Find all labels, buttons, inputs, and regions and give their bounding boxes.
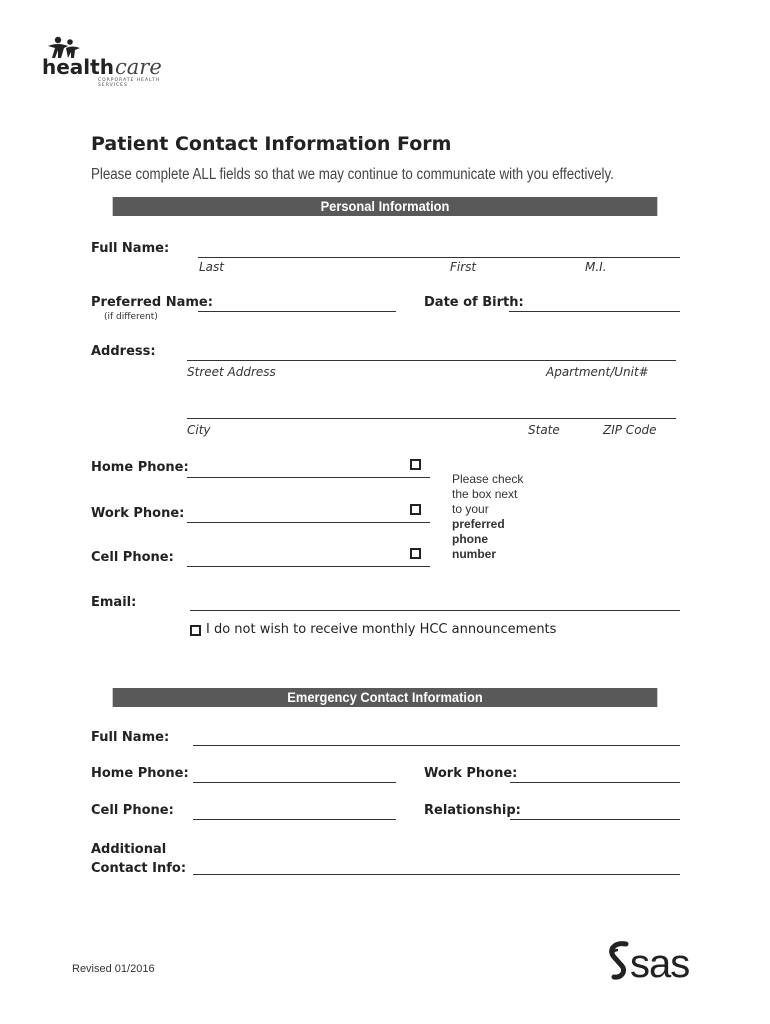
emergency-full-name-label: Full Name: bbox=[91, 730, 170, 745]
note-line: Please check bbox=[452, 472, 524, 486]
emergency-home-phone-field[interactable] bbox=[193, 782, 396, 783]
logo-word-health: health bbox=[42, 55, 114, 79]
city-state-zip-field[interactable] bbox=[187, 418, 676, 419]
emergency-work-phone-field[interactable] bbox=[510, 782, 680, 783]
additional-line-1: Additional bbox=[91, 842, 167, 857]
healthcare-logo bbox=[42, 36, 182, 86]
cell-phone-field[interactable] bbox=[187, 566, 430, 567]
opt-out-checkbox[interactable] bbox=[190, 625, 201, 636]
form-intro: Please complete ALL fields so that we may continue to communicate with you effectively. bbox=[91, 166, 614, 183]
last-name-caption: Last bbox=[199, 260, 224, 274]
logo-word-care: care bbox=[115, 55, 162, 79]
full-name-label: Full Name: bbox=[91, 241, 170, 256]
apartment-caption: Apartment/Unit# bbox=[546, 365, 649, 379]
full-name-field[interactable] bbox=[198, 257, 680, 258]
personal-info-header: Personal Information bbox=[113, 197, 658, 216]
relationship-label: Relationship: bbox=[424, 803, 521, 818]
preferred-name-field[interactable] bbox=[198, 311, 396, 312]
cell-phone-preferred-checkbox[interactable] bbox=[410, 548, 421, 559]
note-line-bold: preferred bbox=[452, 517, 505, 531]
note-line: to your bbox=[452, 502, 489, 516]
home-phone-preferred-checkbox[interactable] bbox=[410, 459, 421, 470]
street-address-caption: Street Address bbox=[187, 365, 276, 379]
emergency-home-phone-label: Home Phone: bbox=[91, 766, 189, 781]
home-phone-label: Home Phone: bbox=[91, 460, 189, 475]
additional-contact-field[interactable] bbox=[193, 874, 680, 875]
work-phone-field[interactable] bbox=[187, 522, 430, 523]
state-caption: State bbox=[528, 423, 560, 437]
emergency-cell-phone-field[interactable] bbox=[193, 819, 396, 820]
emergency-work-phone-label: Work Phone: bbox=[424, 766, 518, 781]
address-label: Address: bbox=[91, 344, 156, 359]
opt-out-label: I do not wish to receive monthly HCC announcements bbox=[206, 622, 557, 637]
note-line-bold: phone bbox=[452, 532, 488, 546]
email-field[interactable] bbox=[190, 610, 680, 611]
emergency-cell-phone-label: Cell Phone: bbox=[91, 803, 174, 818]
city-caption: City bbox=[187, 423, 211, 437]
sas-logo bbox=[606, 938, 711, 986]
if-different-note: (if different) bbox=[104, 312, 158, 322]
street-address-field[interactable] bbox=[187, 360, 676, 361]
middle-initial-caption: M.I. bbox=[585, 260, 607, 274]
logo-tagline: CORPORATE HEALTH SERVICES bbox=[98, 78, 161, 88]
zip-caption: ZIP Code bbox=[603, 423, 657, 437]
first-name-caption: First bbox=[450, 260, 477, 274]
form-title: Patient Contact Information Form bbox=[91, 133, 452, 155]
work-phone-label: Work Phone: bbox=[91, 506, 185, 521]
work-phone-preferred-checkbox[interactable] bbox=[410, 504, 421, 515]
dob-label: Date of Birth: bbox=[424, 295, 524, 310]
sas-wordmark: sas bbox=[630, 942, 690, 986]
sas-swoosh-icon bbox=[606, 940, 632, 984]
preferred-phone-note bbox=[452, 472, 523, 562]
home-phone-field[interactable] bbox=[187, 477, 430, 478]
note-line-bold: number bbox=[452, 547, 497, 561]
dob-field[interactable] bbox=[509, 311, 680, 312]
note-line: the box next bbox=[452, 487, 518, 501]
additional-line-2: Contact Info: bbox=[91, 861, 187, 876]
email-label: Email: bbox=[91, 595, 137, 610]
emergency-full-name-field[interactable] bbox=[193, 745, 680, 746]
relationship-field[interactable] bbox=[510, 819, 680, 820]
additional-contact-label bbox=[91, 840, 186, 878]
preferred-name-label: Preferred Name: bbox=[91, 295, 213, 310]
emergency-info-header: Emergency Contact Information bbox=[113, 688, 658, 707]
revised-date: Revised 01/2016 bbox=[72, 963, 155, 975]
cell-phone-label: Cell Phone: bbox=[91, 550, 174, 565]
